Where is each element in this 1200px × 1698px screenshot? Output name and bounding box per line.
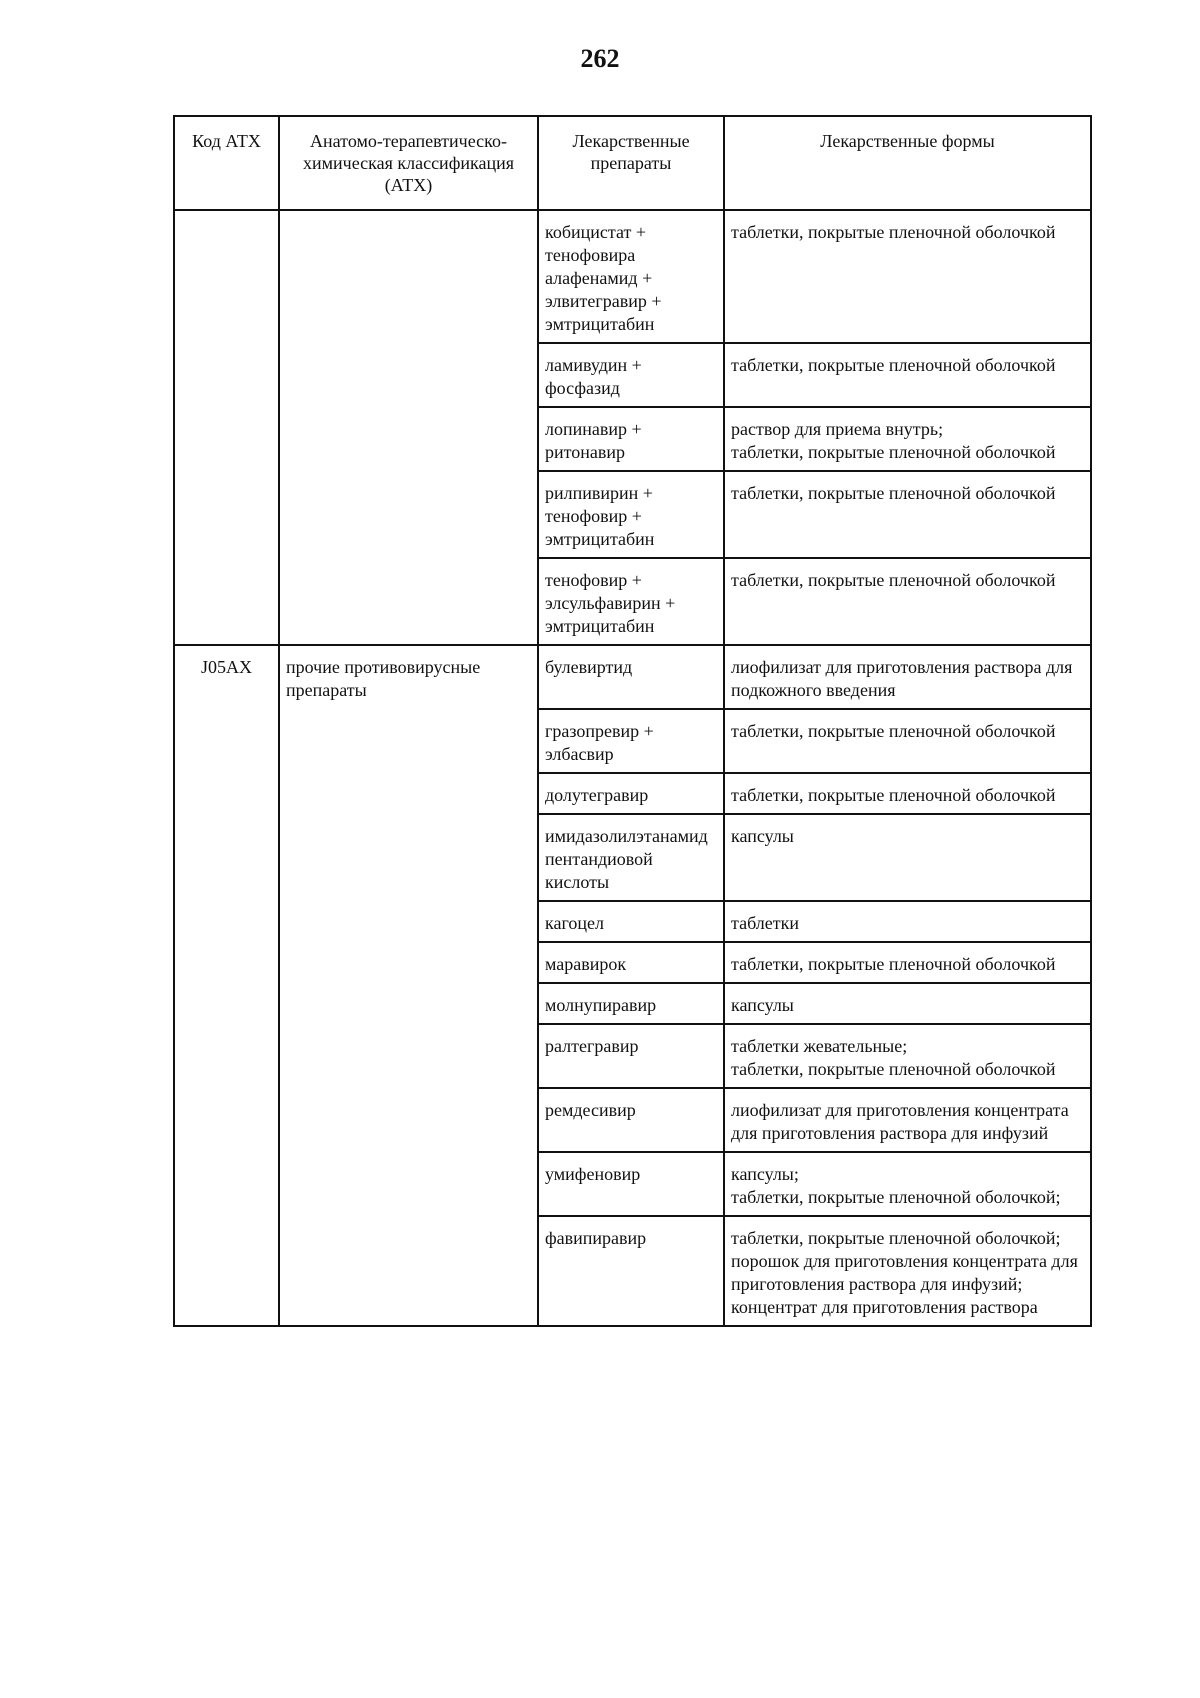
drug-name-cell: долутегравир bbox=[538, 773, 724, 814]
dosage-form-line: таблетки, покрытые пленочной оболочкой bbox=[731, 570, 1056, 590]
dosage-form-line: таблетки, покрытые пленочной оболочкой bbox=[731, 355, 1056, 375]
dosage-form-line: таблетки, покрытые пленочной оболочкой; bbox=[731, 1187, 1061, 1207]
dosage-form-line: капсулы bbox=[731, 826, 794, 846]
atc-drug-table bbox=[173, 115, 1092, 1327]
drug-name-cell: гразопревир + элбасвир bbox=[538, 709, 724, 773]
table-row bbox=[174, 210, 1091, 343]
header-drugs: Лекарственные препараты bbox=[538, 116, 724, 210]
table-body bbox=[174, 210, 1091, 1326]
dosage-forms-cell bbox=[724, 1024, 1091, 1088]
dosage-form-line: таблетки, покрытые пленочной оболочкой bbox=[731, 1059, 1056, 1079]
dosage-forms-cell bbox=[724, 983, 1091, 1024]
dosage-forms-cell bbox=[724, 1152, 1091, 1216]
drug-name-cell: ремдесивир bbox=[538, 1088, 724, 1152]
drug-name-cell: булевиртид bbox=[538, 645, 724, 709]
table-header-row bbox=[174, 116, 1091, 210]
dosage-forms-cell bbox=[724, 901, 1091, 942]
dosage-forms-cell bbox=[724, 1088, 1091, 1152]
dosage-form-line: таблетки, покрытые пленочной оболочкой bbox=[731, 785, 1056, 805]
dosage-forms-cell bbox=[724, 407, 1091, 471]
drug-name-cell: имидазолилэтанамид пентандиовой кислоты bbox=[538, 814, 724, 901]
drug-name-cell: тенофовир + элсульфавирин + эмтрицитабин bbox=[538, 558, 724, 645]
dosage-form-line: таблетки, покрытые пленочной оболочкой; bbox=[731, 1228, 1061, 1248]
dosage-forms-cell bbox=[724, 471, 1091, 558]
dosage-form-line: таблетки bbox=[731, 913, 800, 933]
drug-name-cell: фавипиравир bbox=[538, 1216, 724, 1326]
drug-name-cell: молнупиравир bbox=[538, 983, 724, 1024]
atc-code-cell: J05AX bbox=[174, 645, 279, 1326]
dosage-form-line: таблетки, покрытые пленочной оболочкой bbox=[731, 222, 1056, 242]
dosage-forms-cell bbox=[724, 942, 1091, 983]
drug-name-cell: кагоцел bbox=[538, 901, 724, 942]
dosage-forms-cell bbox=[724, 210, 1091, 343]
dosage-form-line: таблетки жевательные; bbox=[731, 1036, 908, 1056]
dosage-form-line: концентрат для приготовления раствора bbox=[731, 1297, 1038, 1317]
dosage-form-line: лиофилизат для приготовления концентрата для приготовления раствора для инфузий bbox=[731, 1100, 1069, 1143]
header-classification: Анатомо-терапевтическо-химическая классификация (АТХ) bbox=[279, 116, 538, 210]
dosage-form-line: таблетки, покрытые пленочной оболочкой bbox=[731, 442, 1056, 462]
dosage-form-line: капсулы; bbox=[731, 1164, 799, 1184]
dosage-form-line: раствор для приема внутрь; bbox=[731, 419, 944, 439]
drug-name-cell: ралтегравир bbox=[538, 1024, 724, 1088]
drug-name-cell: умифеновир bbox=[538, 1152, 724, 1216]
dosage-forms-cell bbox=[724, 558, 1091, 645]
header-forms: Лекарственные формы bbox=[724, 116, 1091, 210]
dosage-forms-cell bbox=[724, 1216, 1091, 1326]
dosage-forms-cell bbox=[724, 709, 1091, 773]
dosage-forms-cell bbox=[724, 343, 1091, 407]
drug-name-cell: маравирок bbox=[538, 942, 724, 983]
drug-name-cell: лопинавир + ритонавир bbox=[538, 407, 724, 471]
table-row bbox=[174, 645, 1091, 709]
page-number: 262 bbox=[580, 44, 620, 73]
atc-classification-cell bbox=[279, 210, 538, 645]
dosage-form-line: порошок для приготовления концентрата для приготовления раствора для инфузий; bbox=[731, 1251, 1078, 1294]
dosage-forms-cell bbox=[724, 773, 1091, 814]
header-code: Код АТХ bbox=[174, 116, 279, 210]
atc-classification-cell: прочие противовирусные препараты bbox=[279, 645, 538, 1326]
drug-name-cell: кобицистат + тенофовира алафенамид + элвитегравир + эмтрицитабин bbox=[538, 210, 724, 343]
dosage-form-line: лиофилизат для приготовления раствора для подкожного введения bbox=[731, 657, 1073, 700]
atc-code-cell bbox=[174, 210, 279, 645]
dosage-form-line: капсулы bbox=[731, 995, 794, 1015]
drug-name-cell: рилпивирин + тенофовир + эмтрицитабин bbox=[538, 471, 724, 558]
drug-name-cell: ламивудин + фосфазид bbox=[538, 343, 724, 407]
dosage-forms-cell bbox=[724, 814, 1091, 901]
dosage-form-line: таблетки, покрытые пленочной оболочкой bbox=[731, 721, 1056, 741]
dosage-form-line: таблетки, покрытые пленочной оболочкой bbox=[731, 954, 1056, 974]
dosage-forms-cell bbox=[724, 645, 1091, 709]
dosage-form-line: таблетки, покрытые пленочной оболочкой bbox=[731, 483, 1056, 503]
